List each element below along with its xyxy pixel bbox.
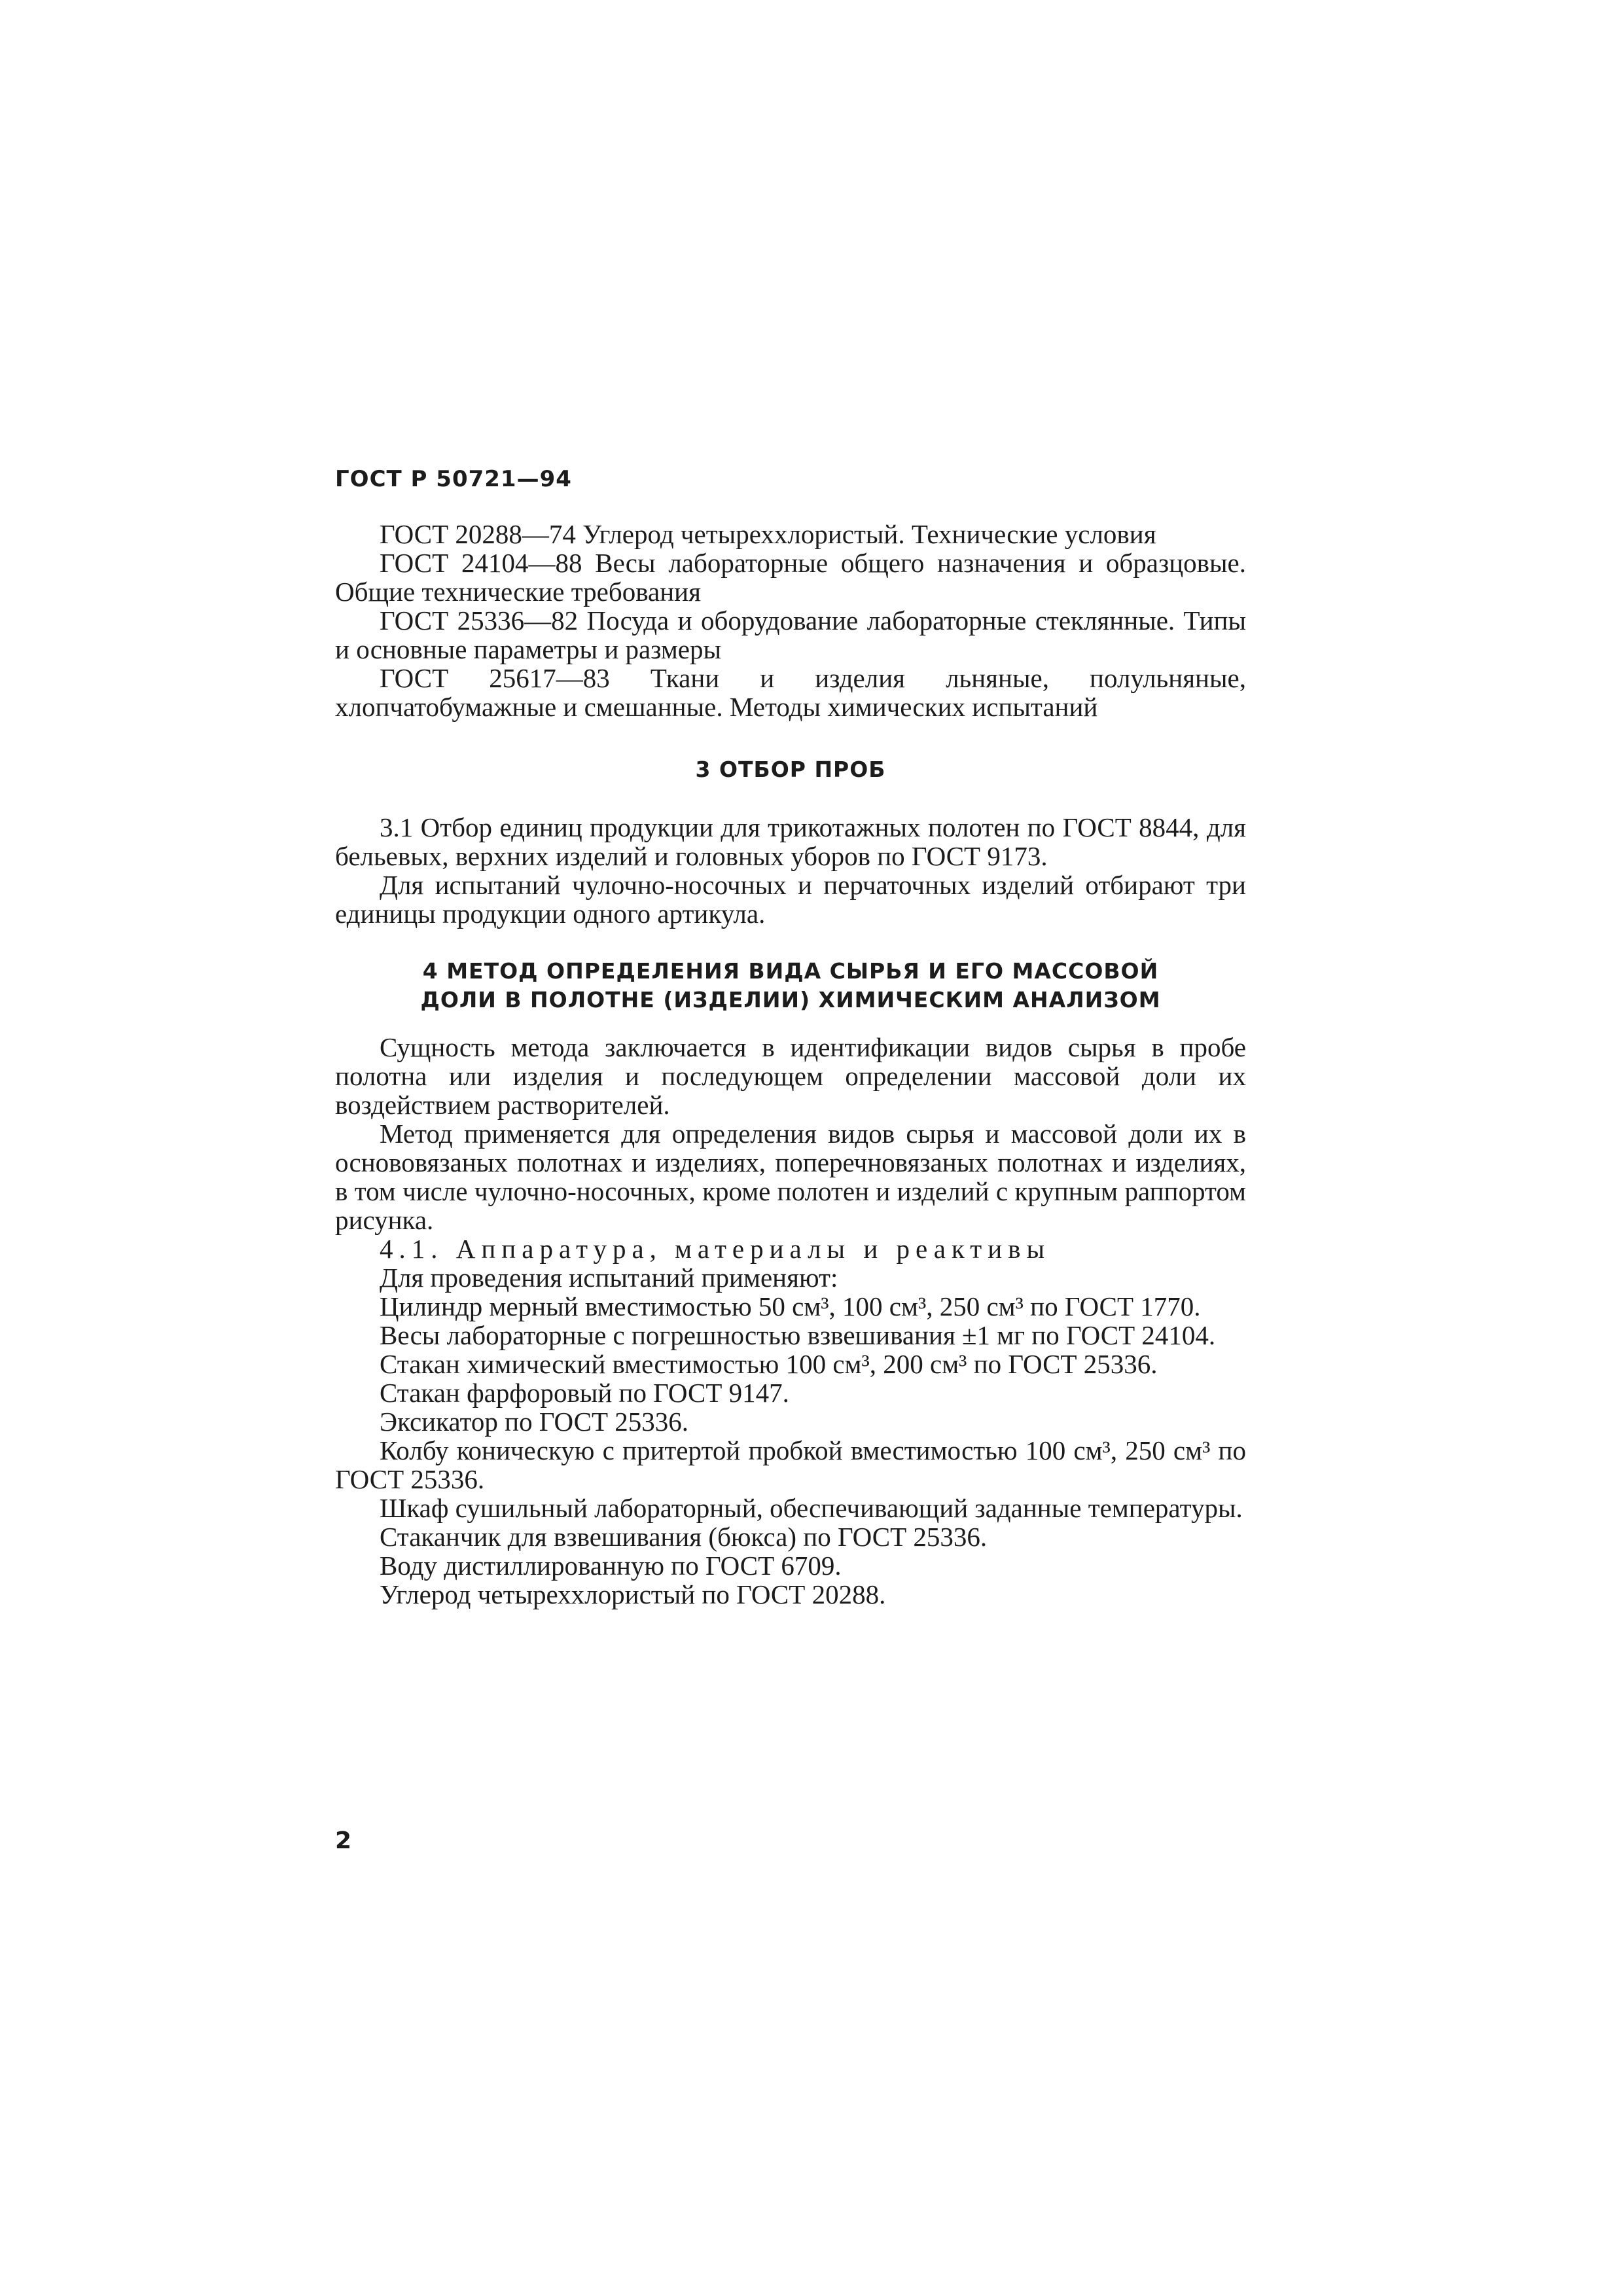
apparatus-lead: Для проведения испытаний применяют:: [380, 1263, 838, 1293]
apparatus-list: [335, 1292, 1246, 1609]
apparatus-item: Стакан химический вместимостью 100 см³, 200 см³ по ГОСТ 25336.: [380, 1349, 1158, 1379]
section-4-heading: [335, 957, 1246, 1014]
section-3-paragraph: Для испытаний чулочно-носочных и перчаточных изделий отбирают три единицы продукции одного артикула.: [335, 870, 1246, 929]
apparatus-item: Углерод четыреххлористый по ГОСТ 20288.: [380, 1579, 886, 1609]
section-4-heading-line: 4 МЕТОД ОПРЕДЕЛЕНИЯ ВИДА СЫРЬЯ И ЕГО МАССОВОЙ: [422, 958, 1159, 984]
apparatus-item: Воду дистиллированную по ГОСТ 6709.: [380, 1551, 842, 1581]
section-3-heading: 3 ОТБОР ПРОБ: [695, 757, 886, 782]
method-scope-paragraph: Метод применяется для определения видов сырья и массовой доли их в основовязаных полотнах и изделиях, поперечновязаных полотнах и изделиях, в том числе чулочно-носочных, кроме полотен и изделий с крупным раппортом рисунка.: [335, 1119, 1246, 1235]
apparatus-item: Эксикатор по ГОСТ 25336.: [380, 1407, 689, 1437]
subsection-4-1-title: 4.1. Аппаратура, материалы и реактивы: [380, 1234, 1051, 1264]
reference-item: ГОСТ 20288—74 Углерод четыреххлористый. Технические условия: [380, 519, 1156, 549]
apparatus-item: Шкаф сушильный лабораторный, обеспечивающий заданные температуры.: [380, 1493, 1243, 1523]
apparatus-item: Колбу коническую с притертой пробкой вместимостью 100 см³, 250 см³ по ГОСТ 25336.: [335, 1435, 1246, 1494]
apparatus-item: Весы лабораторные с погрешностью взвешивания ±1 мг по ГОСТ 24104.: [380, 1320, 1216, 1350]
normative-references: [335, 520, 1246, 721]
method-principle-paragraph: Сущность метода заключается в идентификации видов сырья в пробе полотна или изделия и последующем определении массовой доли их воздействием растворителей.: [335, 1032, 1246, 1120]
reference-item: ГОСТ 25617—83 Ткани и изделия льняные, полульняные, хлопчатобумажные и смешанные. Методы химических испытаний: [335, 663, 1246, 722]
apparatus-item: Стаканчик для взвешивания (бюкса) по ГОСТ 25336.: [380, 1522, 988, 1552]
standard-code-header: ГОСТ Р 50721—94: [335, 466, 572, 492]
reference-item: ГОСТ 25336—82 Посуда и оборудование лабораторные стеклянные. Типы и основные параметры и размеры: [335, 605, 1246, 664]
apparatus-item: Стакан фарфоровый по ГОСТ 9147.: [380, 1378, 789, 1408]
text-column: [335, 466, 1246, 1609]
section-3-paragraph: 3.1 Отбор единиц продукции для трикотажных полотен по ГОСТ 8844, для бельевых, верхних изделий и головных уборов по ГОСТ 9173.: [335, 812, 1246, 871]
page-number: 2: [335, 1827, 352, 1854]
apparatus-item: Цилиндр мерный вместимостью 50 см³, 100 см³, 250 см³ по ГОСТ 1770.: [380, 1291, 1201, 1321]
section-4-heading-line: ДОЛИ В ПОЛОТНЕ (ИЗДЕЛИИ) ХИМИЧЕСКИМ АНАЛИЗОМ: [420, 987, 1161, 1013]
reference-item: ГОСТ 24104—88 Весы лабораторные общего назначения и образцовые. Общие технические требования: [335, 548, 1246, 607]
